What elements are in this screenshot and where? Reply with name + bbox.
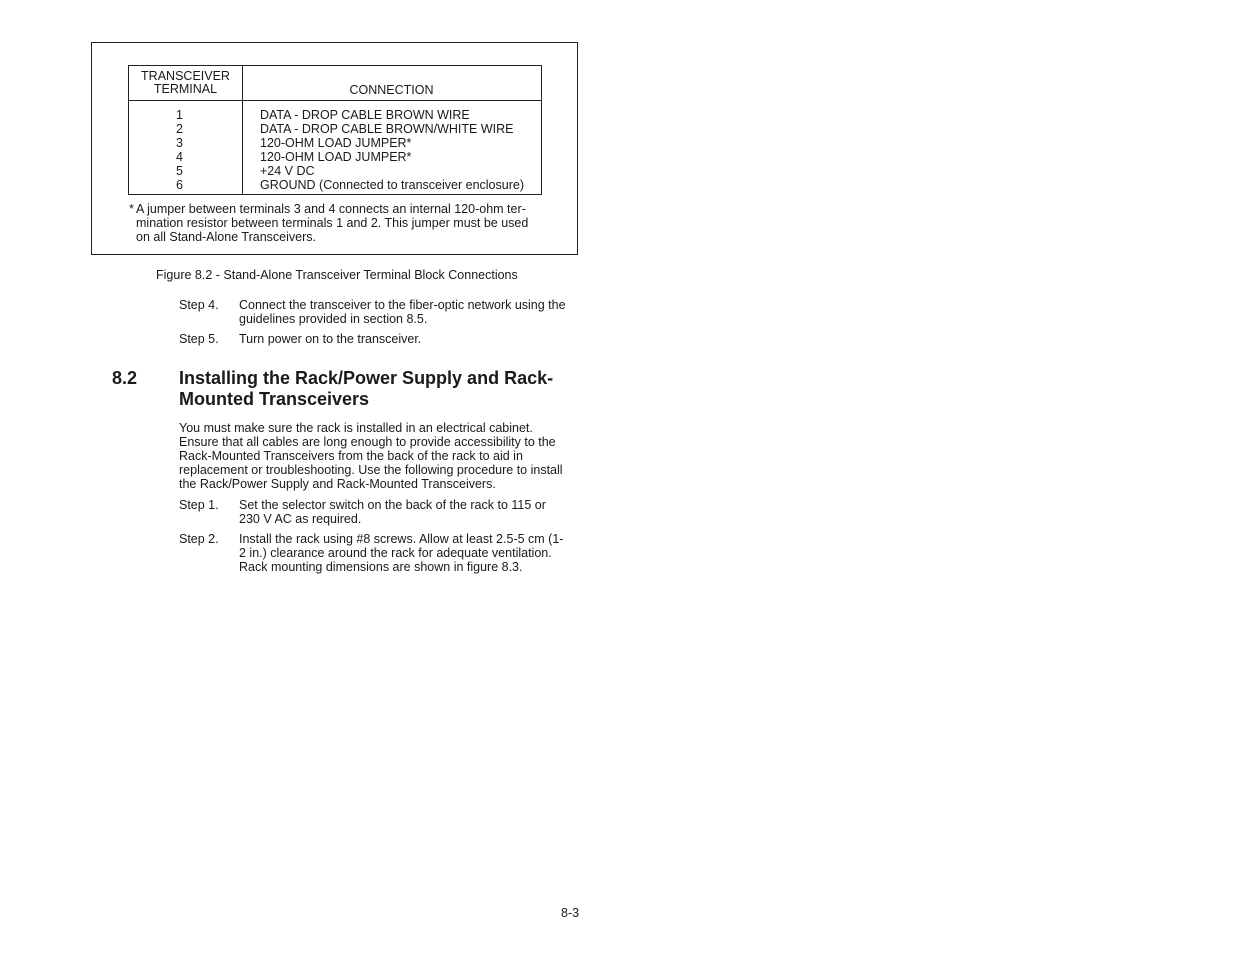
table-header-divider: [129, 100, 541, 101]
terminal-number: 5: [176, 164, 183, 178]
step-label: Step 4.: [179, 298, 219, 312]
footnote-line: on all Stand-Alone Transceivers.: [136, 230, 316, 245]
terminal-number: 1: [176, 108, 183, 122]
terminal-number: 2: [176, 122, 183, 136]
footnote-line: A jumper between terminals 3 and 4 connects an internal 120-ohm ter-: [136, 202, 526, 216]
step-text: Set the selector switch on the back of the rack to 115 or 230 V AC as required.: [239, 498, 546, 526]
footnote-asterisk: *: [129, 202, 134, 216]
header-terminal-line2: TERMINAL: [153, 82, 218, 96]
terminal-number: 4: [176, 150, 183, 164]
header-connection: CONNECTION: [349, 83, 434, 97]
terminal-number: 3: [176, 136, 183, 150]
figure-8-2-box: [91, 42, 578, 255]
terminal-number-column: [129, 108, 230, 192]
step-item: [179, 498, 569, 526]
figure-caption: Figure 8.2 - Stand-Alone Transceiver Terminal Block Connections: [156, 268, 518, 282]
section-title: Installing the Rack/Power Supply and Rack-Mounted Transceivers: [179, 368, 554, 409]
connection-description: GROUND (Connected to transceiver enclosure): [260, 178, 524, 192]
connection-description: 120-OHM LOAD JUMPER*: [260, 150, 412, 164]
footnote-line: mination resistor between terminals 1 and 2. This jumper must be used: [136, 216, 529, 231]
connection-description: DATA - DROP CABLE BROWN WIRE: [260, 108, 470, 122]
terminal-connection-table: [128, 65, 542, 195]
section-paragraph: You must make sure the rack is installed in an electrical cabinet. Ensure that all cables are long enough to provide accessibility to the Rack-Mounted Transceivers from the back of the rack to aid in replacement or troubleshooting. Use the following procedure to install the Rack/Power Supply and Rack-Mounted Transceivers.: [179, 421, 563, 491]
step-item: [179, 332, 569, 346]
step-label: Step 2.: [179, 532, 219, 546]
connection-description: +24 V DC: [260, 164, 315, 178]
connection-description: 120-OHM LOAD JUMPER*: [260, 136, 412, 150]
step-text: Install the rack using #8 screws. Allow at least 2.5-5 cm (1-2 in.) clearance around the rack for adequate ventilation. Rack mounting dimensions are shown in figure 8.3.: [239, 532, 564, 574]
section-number: 8.2: [112, 368, 138, 388]
connection-column: [260, 108, 524, 192]
step-label: Step 5.: [179, 332, 219, 346]
step-item: [179, 532, 569, 574]
step-item: [179, 298, 569, 326]
jumper-footnote: [129, 202, 549, 245]
terminal-number: 6: [176, 178, 183, 192]
step-text: Connect the transceiver to the fiber-optic network using the guidelines provided in section 8.5.: [239, 298, 566, 326]
header-terminal-line1: TRANSCEIVER: [141, 69, 230, 83]
step-label: Step 1.: [179, 498, 219, 512]
connection-description: DATA - DROP CABLE BROWN/WHITE WIRE: [260, 122, 514, 136]
header-transceiver-terminal: [129, 70, 242, 96]
page-number: 8-3: [561, 906, 580, 920]
step-text: Turn power on to the transceiver.: [239, 332, 422, 346]
